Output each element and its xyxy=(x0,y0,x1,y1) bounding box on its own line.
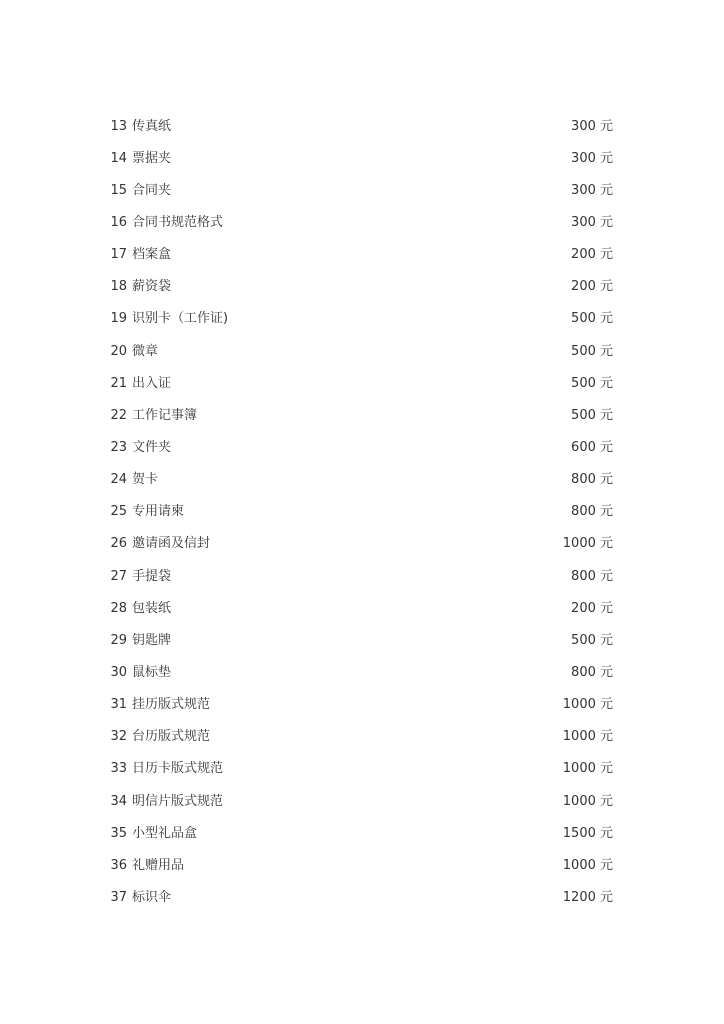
item-number: 36 xyxy=(110,857,127,873)
item-number: 20 xyxy=(110,343,127,359)
item-number: 28 xyxy=(110,600,127,616)
item-number: 34 xyxy=(110,793,127,809)
price-list-item xyxy=(107,271,613,303)
price-list-item xyxy=(107,464,613,496)
item-label-group xyxy=(107,377,171,390)
item-price: 600 元 xyxy=(571,439,613,455)
item-price: 200 元 xyxy=(571,247,613,263)
price-list-item xyxy=(107,881,613,913)
item-name: 标识伞 xyxy=(132,889,172,905)
item-price: 500 元 xyxy=(571,375,613,391)
item-label-group xyxy=(107,345,158,358)
item-number: 32 xyxy=(110,729,127,745)
item-number: 37 xyxy=(110,889,127,905)
item-label-group xyxy=(107,505,184,518)
price-list-item xyxy=(107,721,613,753)
item-label-group xyxy=(107,248,171,261)
price-list-item xyxy=(107,142,613,174)
item-name: 专用请柬 xyxy=(132,504,185,520)
item-number: 35 xyxy=(110,825,127,841)
item-number: 21 xyxy=(110,375,127,391)
item-price: 300 元 xyxy=(571,118,613,134)
price-list-item xyxy=(107,849,613,881)
item-price: 1000 元 xyxy=(562,857,613,873)
item-label-group xyxy=(107,602,171,615)
item-name: 合同夹 xyxy=(132,182,172,198)
item-name: 包装纸 xyxy=(132,600,172,616)
item-label-group xyxy=(107,698,210,711)
item-name: 礼赠用品 xyxy=(132,857,185,873)
item-name: 小型礼品盒 xyxy=(132,825,198,841)
item-price: 1500 元 xyxy=(562,825,613,841)
item-number: 26 xyxy=(110,536,127,552)
item-label-group xyxy=(107,570,171,583)
item-label-group xyxy=(107,762,223,775)
price-list xyxy=(107,110,613,914)
item-price: 800 元 xyxy=(571,472,613,488)
item-number: 24 xyxy=(110,472,127,488)
item-name: 邀请函及信封 xyxy=(132,536,211,552)
item-number: 33 xyxy=(110,761,127,777)
price-list-item xyxy=(107,335,613,367)
item-price: 500 元 xyxy=(571,311,613,327)
price-list-item xyxy=(107,624,613,656)
item-name: 钥匙牌 xyxy=(132,632,172,648)
price-list-item xyxy=(107,817,613,849)
item-label-group xyxy=(107,827,197,840)
item-number: 19 xyxy=(110,311,127,327)
price-list-item xyxy=(107,592,613,624)
item-price: 200 元 xyxy=(571,600,613,616)
price-list-item xyxy=(107,206,613,238)
item-price: 300 元 xyxy=(571,182,613,198)
item-price: 1000 元 xyxy=(562,697,613,713)
item-name: 档案盒 xyxy=(132,247,172,263)
item-price: 1000 元 xyxy=(562,793,613,809)
item-label-group xyxy=(107,312,228,325)
item-price: 800 元 xyxy=(571,568,613,584)
item-price: 1000 元 xyxy=(562,536,613,552)
item-number: 22 xyxy=(110,407,127,423)
item-name: 票据夹 xyxy=(132,150,172,166)
item-label-group xyxy=(107,120,171,133)
price-list-item xyxy=(107,431,613,463)
item-name: 文件夹 xyxy=(132,439,172,455)
item-name: 台历版式规范 xyxy=(132,729,211,745)
item-name: 贺卡 xyxy=(132,472,159,488)
price-list-item xyxy=(107,303,613,335)
item-label-group xyxy=(107,409,197,422)
item-name: 挂历版式规范 xyxy=(132,697,211,713)
price-list-item xyxy=(107,110,613,142)
price-list-item xyxy=(107,785,613,817)
item-name: 明信片版式规范 xyxy=(132,793,224,809)
item-name: 鼠标垫 xyxy=(132,664,172,680)
item-label-group xyxy=(107,152,171,165)
item-price: 1000 元 xyxy=(562,729,613,745)
item-price: 800 元 xyxy=(571,504,613,520)
item-price: 300 元 xyxy=(571,150,613,166)
item-label-group xyxy=(107,184,171,197)
item-number: 23 xyxy=(110,439,127,455)
price-list-item xyxy=(107,367,613,399)
item-number: 30 xyxy=(110,664,127,680)
item-label-group xyxy=(107,441,171,454)
item-number: 13 xyxy=(110,118,127,134)
price-list-item xyxy=(107,399,613,431)
item-number: 14 xyxy=(110,150,127,166)
item-number: 15 xyxy=(110,182,127,198)
item-price: 500 元 xyxy=(571,632,613,648)
item-label-group xyxy=(107,666,171,679)
item-name: 手提袋 xyxy=(132,568,172,584)
item-price: 1200 元 xyxy=(562,889,613,905)
price-list-item xyxy=(107,753,613,785)
item-number: 17 xyxy=(110,247,127,263)
item-price: 800 元 xyxy=(571,664,613,680)
item-label-group xyxy=(107,634,171,647)
item-number: 31 xyxy=(110,697,127,713)
item-price: 500 元 xyxy=(571,343,613,359)
item-name: 传真纸 xyxy=(132,118,172,134)
item-name: 工作记事簿 xyxy=(132,407,198,423)
item-price: 200 元 xyxy=(571,279,613,295)
price-list-item xyxy=(107,239,613,271)
price-list-item xyxy=(107,560,613,592)
item-label-group xyxy=(107,280,171,293)
price-list-item xyxy=(107,528,613,560)
item-label-group xyxy=(107,859,184,872)
item-name: 识别卡（工作证) xyxy=(132,311,229,327)
item-label-group xyxy=(107,891,171,904)
item-number: 27 xyxy=(110,568,127,584)
item-name: 微章 xyxy=(132,343,159,359)
item-name: 薪资袋 xyxy=(132,279,172,295)
item-name: 日历卡版式规范 xyxy=(132,761,224,777)
price-list-item xyxy=(107,496,613,528)
item-price: 1000 元 xyxy=(562,761,613,777)
item-label-group xyxy=(107,537,210,550)
item-number: 25 xyxy=(110,504,127,520)
price-list-item xyxy=(107,689,613,721)
item-name: 出入证 xyxy=(132,375,172,391)
item-number: 16 xyxy=(110,214,127,230)
price-list-item xyxy=(107,656,613,688)
item-number: 18 xyxy=(110,279,127,295)
item-price: 500 元 xyxy=(571,407,613,423)
item-label-group xyxy=(107,795,223,808)
item-label-group xyxy=(107,473,158,486)
item-number: 29 xyxy=(110,632,127,648)
item-price: 300 元 xyxy=(571,214,613,230)
item-label-group xyxy=(107,730,210,743)
item-label-group xyxy=(107,216,223,229)
item-name: 合同书规范格式 xyxy=(132,214,224,230)
price-list-item xyxy=(107,174,613,206)
